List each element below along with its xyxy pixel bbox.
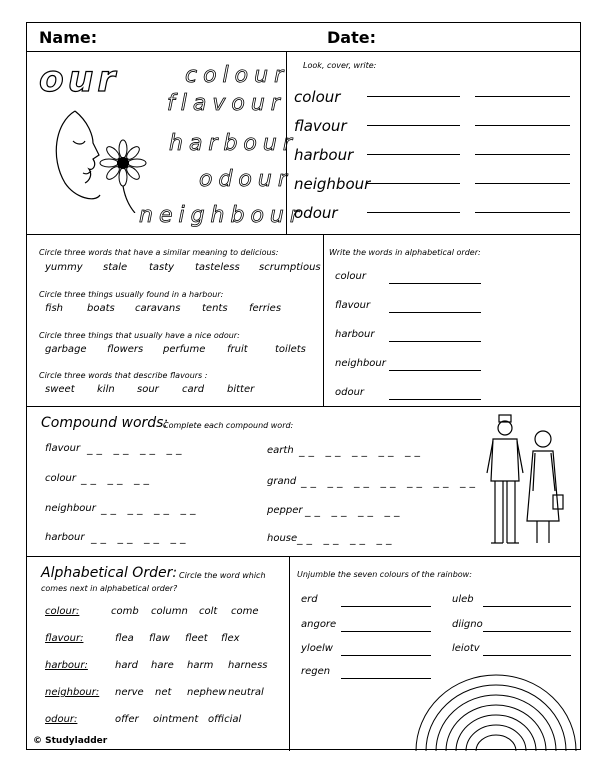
alpha-order-word: harbour:	[45, 660, 88, 671]
alpha-write-word: colour	[335, 271, 366, 282]
alpha-order-instruction: Circle the word which	[179, 571, 266, 580]
dotted-word: harbour	[169, 131, 298, 156]
alpha-order-option[interactable]: hard	[115, 660, 138, 671]
circle-option[interactable]: fruit	[227, 344, 248, 355]
alpha-order-option[interactable]: neutral	[228, 687, 264, 698]
compound-word: grand	[267, 476, 297, 487]
dotted-word: neighbour	[139, 203, 305, 228]
circle-option[interactable]: perfume	[163, 344, 206, 355]
rainbow-instruction: Unjumble the seven colours of the rainbow:	[297, 570, 472, 579]
dotted-word: odour	[199, 167, 293, 192]
circle-option[interactable]: kiln	[97, 384, 115, 395]
alpha-order-option[interactable]: nerve	[115, 687, 144, 698]
rainbow-jumble: angore	[301, 619, 337, 630]
compound-word: neighbour	[45, 503, 96, 514]
alpha-order-word: flavour:	[45, 633, 84, 644]
circle-option[interactable]: boats	[87, 303, 115, 314]
alpha-order-option[interactable]: colt	[199, 606, 218, 617]
compound-word: pepper	[267, 505, 303, 516]
worksheet: Name: Date: our colour flavour harbour odour neighbour Look, cover, write: colour flavour harbour neighbour odour Circle three words that have a similar meaning to delicious: yummy stale tasty tasteless scrumptious Circle three things usually found in a harbour: fish boats caravans tents ferries Circle three things that usually have a nice odour: garbage flowers perfume fruit toilets Circle three words that describe flavours : sweet kiln sour card bitter Write the words in alphabetical order: colour flavour harbour neighbour odour Compound words: Complete each compound word: flavour __ __ __ __ colour __ __ __ neighbour __ __ __ __ harbour __ __ __ __ earth __ __ __ __ __ grand __ __ __ __ __ __ __ pepper __ __ __ __ house __ __ __ __ Alphabetical Order: Circle the word which comes next in alphabetical order? colour: comb column colt come flavour: flea flaw fleet flex harbour: hard hare harm harness neighbour: nerve net nephew neutral odour: offer ointment official © Studyladder Unjumble the seven colours of the rainbow: erd angore yloelw regen uleb diigno leiotv	[26, 22, 581, 750]
alpha-order-option[interactable]: fleet	[185, 633, 208, 644]
circle-option[interactable]: ferries	[249, 303, 282, 314]
alpha-write-word: flavour	[335, 300, 371, 311]
alpha-order-option[interactable]: flaw	[149, 633, 170, 644]
lcw-word: odour	[294, 204, 338, 222]
circle-option[interactable]: stale	[103, 262, 128, 273]
compound-instruction: Complete each compound word:	[163, 421, 294, 430]
circle-option[interactable]: sweet	[45, 384, 75, 395]
circle-option[interactable]: tasteless	[195, 262, 240, 273]
alpha-write-word: harbour	[335, 329, 375, 340]
alpha-order-option[interactable]: ointment	[153, 714, 199, 725]
compound-word: colour	[45, 473, 76, 484]
compound-title: Compound words:	[41, 415, 169, 431]
circle-option[interactable]: yummy	[45, 262, 83, 273]
alpha-write-word: odour	[335, 387, 365, 398]
alpha-order-option[interactable]: net	[155, 687, 172, 698]
rainbow-jumble: leiotv	[452, 643, 480, 654]
alpha-order-title: Alphabetical Order:	[41, 565, 178, 581]
circle-option[interactable]: fish	[45, 303, 64, 314]
compound-word: earth	[267, 445, 294, 456]
compound-word: flavour	[45, 443, 81, 454]
alpha-order-option[interactable]: hare	[151, 660, 174, 671]
lcw-word: harbour	[294, 146, 354, 164]
alpha-order-option[interactable]: column	[151, 606, 188, 617]
circle-option[interactable]: bitter	[227, 384, 255, 395]
circle-option[interactable]: scrumptious	[259, 262, 321, 273]
circle-option[interactable]: caravans	[135, 303, 181, 314]
alpha-write-word: neighbour	[335, 358, 386, 369]
alpha-order-word: neighbour:	[45, 687, 100, 698]
circle-prompt: Circle three words that have a similar meaning to delicious:	[39, 248, 279, 257]
rainbow-jumble: regen	[301, 666, 331, 677]
compound-word: house	[267, 533, 298, 544]
date-label: Date:	[327, 28, 376, 47]
lcw-word: colour	[294, 88, 341, 106]
copyright-icon: ©	[33, 736, 42, 746]
circle-option[interactable]: card	[182, 384, 205, 395]
circle-prompt: Circle three words that describe flavours :	[39, 371, 208, 380]
circle-option[interactable]: tents	[202, 303, 228, 314]
lcw-word: neighbour	[294, 175, 371, 193]
dotted-word: colour	[185, 63, 290, 88]
rainbow-icon	[413, 673, 579, 751]
compound-word: harbour	[45, 532, 85, 543]
alpha-order-option[interactable]: flea	[115, 633, 134, 644]
rainbow-jumble: yloelw	[301, 643, 333, 654]
circle-option[interactable]: toilets	[275, 344, 306, 355]
alpha-order-option[interactable]: comb	[111, 606, 139, 617]
big-word: our	[39, 59, 120, 100]
alpha-write-instruction: Write the words in alphabetical order:	[329, 248, 481, 257]
dotted-word: flavour	[167, 91, 286, 116]
rainbow-jumble: diigno	[452, 619, 483, 630]
alpha-order-word: colour:	[45, 606, 80, 617]
alpha-order-word: odour:	[45, 714, 78, 725]
rainbow-jumble: uleb	[452, 594, 474, 605]
alpha-order-option[interactable]: official	[208, 714, 242, 725]
lcw-instruction: Look, cover, write:	[303, 61, 377, 70]
alpha-order-option[interactable]: come	[231, 606, 259, 617]
name-label: Name:	[39, 28, 98, 47]
footer-copyright: © Studyladder	[33, 736, 108, 746]
circle-option[interactable]: tasty	[149, 262, 175, 273]
circle-option[interactable]: flowers	[107, 344, 144, 355]
alpha-order-option[interactable]: offer	[115, 714, 139, 725]
rainbow-jumble: erd	[301, 594, 318, 605]
alpha-order-option[interactable]: harness	[228, 660, 268, 671]
alpha-order-instruction: comes next in alphabetical order?	[41, 584, 178, 593]
lcw-word: flavour	[294, 117, 347, 135]
circle-prompt: Circle three things that usually have a nice odour:	[39, 331, 240, 340]
couple-illustration	[483, 411, 567, 553]
alpha-order-option[interactable]: flex	[221, 633, 240, 644]
face-flower-illustration	[45, 103, 155, 213]
circle-option[interactable]: garbage	[45, 344, 87, 355]
circle-prompt: Circle three things usually found in a harbour:	[39, 290, 224, 299]
alpha-order-option[interactable]: nephew	[187, 687, 227, 698]
circle-option[interactable]: sour	[137, 384, 159, 395]
alpha-order-option[interactable]: harm	[187, 660, 214, 671]
